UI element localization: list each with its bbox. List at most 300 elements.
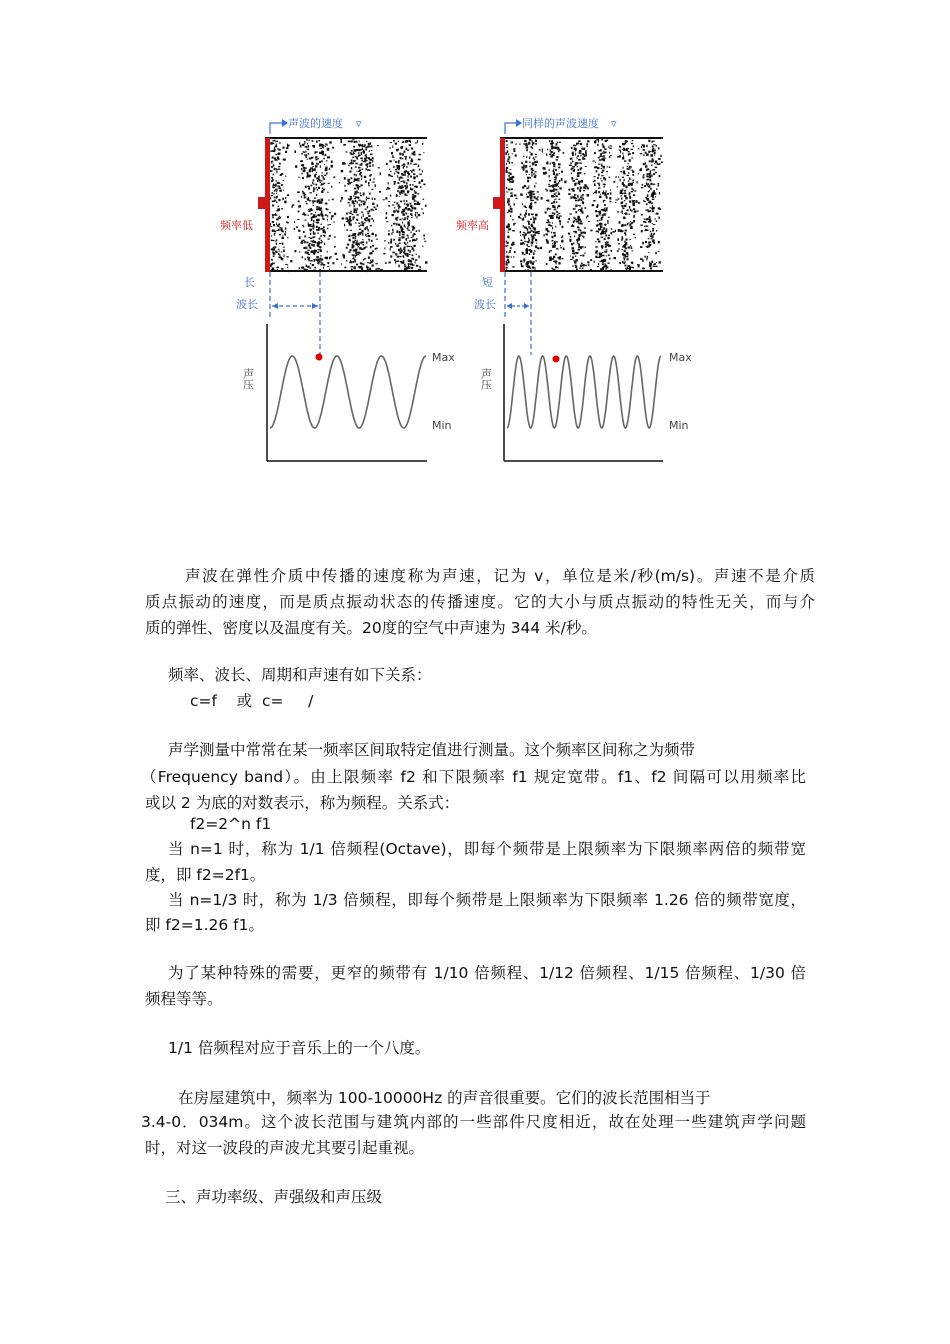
- noise-particle: [363, 200, 364, 202]
- noise-particle: [581, 195, 583, 196]
- noise-particle: [507, 259, 509, 261]
- noise-particle: [532, 193, 534, 195]
- noise-particle: [315, 212, 316, 213]
- noise-particle: [403, 186, 404, 188]
- noise-particle: [623, 171, 625, 174]
- noise-particle: [584, 184, 587, 186]
- noise-particle: [409, 220, 410, 221]
- noise-particle: [398, 265, 399, 268]
- noise-particle: [365, 154, 367, 156]
- noise-particle: [334, 176, 336, 178]
- noise-particle: [536, 243, 538, 244]
- noise-particle: [414, 200, 415, 202]
- noise-particle: [331, 215, 334, 217]
- noise-particle: [305, 220, 307, 221]
- noise-particle: [358, 200, 360, 201]
- noise-particle: [320, 165, 321, 168]
- noise-particle: [640, 168, 642, 169]
- noise-particle: [388, 188, 390, 190]
- noise-particle: [527, 241, 529, 243]
- noise-particle: [323, 158, 325, 160]
- noise-particle: [355, 254, 357, 256]
- noise-particle: [581, 197, 582, 199]
- noise-particle: [571, 243, 573, 245]
- noise-particle: [506, 171, 507, 173]
- noise-particle: [554, 179, 556, 180]
- noise-particle: [370, 154, 372, 156]
- noise-particle: [531, 196, 533, 197]
- noise-particle: [595, 140, 596, 143]
- noise-particle: [400, 201, 402, 203]
- noise-particle: [407, 179, 409, 181]
- noise-particle: [299, 267, 300, 269]
- noise-particle: [619, 150, 621, 151]
- noise-particle: [598, 140, 599, 143]
- noise-particle: [652, 207, 654, 209]
- noise-particle: [398, 160, 400, 161]
- noise-particle: [359, 186, 361, 187]
- noise-particle: [358, 253, 360, 255]
- noise-particle: [406, 200, 408, 202]
- noise-particle: [307, 250, 309, 251]
- noise-particle: [506, 140, 508, 142]
- noise-particle: [655, 266, 657, 267]
- noise-particle: [282, 237, 284, 239]
- noise-particle: [609, 177, 611, 178]
- noise-particle: [554, 147, 556, 149]
- noise-particle: [370, 159, 372, 161]
- noise-particle: [355, 237, 356, 239]
- noise-particle: [508, 189, 510, 191]
- noise-particle: [308, 210, 309, 212]
- noise-particle: [553, 152, 555, 154]
- noise-particle: [649, 200, 651, 202]
- noise-particle: [572, 253, 574, 254]
- noise-particle: [397, 206, 399, 207]
- noise-particle: [355, 240, 356, 241]
- noise-particle: [617, 186, 618, 188]
- noise-particle: [294, 221, 295, 223]
- noise-particle: [310, 267, 312, 269]
- noise-particle: [306, 247, 307, 250]
- noise-particle: [350, 152, 352, 154]
- noise-particle: [585, 265, 587, 267]
- noise-particle: [398, 243, 400, 244]
- noise-particle: [326, 170, 327, 172]
- noise-particle: [597, 266, 599, 267]
- noise-particle: [312, 264, 314, 266]
- noise-particle: [307, 172, 309, 174]
- noise-particle: [332, 262, 334, 264]
- noise-particle: [659, 261, 662, 263]
- noise-particle: [594, 184, 596, 187]
- noise-particle: [347, 219, 349, 221]
- noise-particle: [652, 223, 653, 224]
- noise-particle: [640, 246, 642, 248]
- noise-particle: [581, 180, 583, 182]
- noise-particle: [599, 185, 600, 187]
- noise-particle: [533, 231, 535, 233]
- noise-particle: [631, 248, 633, 250]
- paragraph-line: 即 f2=1.26 f1。: [145, 916, 264, 934]
- noise-particle: [615, 202, 616, 203]
- noise-particle: [353, 257, 354, 259]
- noise-particle: [329, 235, 331, 237]
- noise-particle: [355, 252, 357, 254]
- noise-particle: [522, 234, 524, 235]
- noise-particle: [416, 265, 418, 267]
- noise-particle: [388, 262, 390, 264]
- noise-particle: [646, 182, 648, 184]
- noise-particle: [624, 205, 626, 206]
- noise-particle: [369, 162, 371, 165]
- noise-particle: [306, 139, 308, 140]
- noise-particle: [407, 209, 410, 211]
- noise-particle: [400, 157, 402, 159]
- noise-particle: [414, 181, 416, 182]
- noise-particle: [532, 241, 534, 242]
- noise-particle: [367, 229, 368, 231]
- noise-particle: [653, 184, 655, 185]
- noise-particle: [649, 190, 650, 192]
- noise-particle: [553, 206, 556, 209]
- noise-particle: [634, 211, 637, 213]
- noise-particle: [617, 211, 619, 212]
- noise-particle: [649, 160, 651, 162]
- noise-particle: [368, 215, 371, 217]
- noise-particle: [279, 163, 281, 165]
- noise-particle: [400, 248, 402, 250]
- noise-particle: [373, 207, 375, 209]
- noise-particle: [634, 190, 636, 191]
- noise-particle: [652, 148, 654, 150]
- noise-particle: [411, 267, 414, 269]
- noise-particle: [305, 196, 306, 198]
- noise-particle: [627, 166, 628, 167]
- noise-particle: [577, 175, 580, 177]
- noise-particle: [358, 152, 359, 155]
- noise-particle: [322, 214, 324, 216]
- noise-particle: [375, 268, 377, 269]
- noise-particle: [395, 218, 397, 220]
- noise-particle: [508, 175, 510, 177]
- noise-particle: [274, 190, 276, 192]
- noise-particle: [327, 215, 328, 217]
- noise-particle: [312, 201, 314, 203]
- noise-particle: [654, 149, 655, 151]
- noise-particle: [412, 196, 415, 198]
- noise-particle: [271, 166, 273, 168]
- noise-particle: [599, 214, 601, 215]
- noise-particle: [634, 203, 635, 205]
- noise-particle: [359, 141, 360, 142]
- noise-particle: [650, 207, 652, 208]
- noise-particle: [361, 212, 363, 213]
- noise-particle: [358, 171, 360, 172]
- noise-particle: [572, 153, 574, 156]
- noise-particle: [390, 195, 391, 197]
- noise-particle: [370, 179, 372, 181]
- paragraph-line: 当 n=1/3 时，称为 1/3 倍频程，即每个频带是上限频率为下限频率 1.26 倍的频带宽度，: [168, 891, 806, 909]
- noise-particle: [601, 159, 604, 161]
- noise-particle: [356, 219, 358, 221]
- noise-particle: [542, 150, 543, 152]
- noise-particle: [279, 243, 281, 244]
- noise-particle: [402, 158, 404, 160]
- paragraph-line: 质的弹性、密度以及温度有关。20度的空气中声速为 344 米/秒。: [145, 619, 597, 637]
- left-speed-label: 声波的速度: [288, 117, 343, 130]
- noise-particle: [558, 262, 560, 265]
- noise-particle: [358, 223, 360, 224]
- noise-particle: [408, 250, 410, 251]
- noise-particle: [512, 153, 513, 154]
- noise-particle: [360, 225, 362, 226]
- noise-particle: [276, 223, 277, 226]
- noise-particle: [394, 181, 396, 183]
- noise-particle: [618, 198, 620, 199]
- noise-particle: [623, 261, 624, 263]
- noise-particle: [413, 176, 416, 178]
- noise-particle: [283, 247, 284, 249]
- paragraph-line: 当 n=1 时，称为 1/1 倍频程(Octave)，即每个频带是上限频率为下限频率两倍的频带宽: [168, 840, 806, 858]
- noise-particle: [365, 160, 368, 161]
- noise-particle: [658, 217, 660, 219]
- noise-particle: [341, 170, 344, 172]
- noise-particle: [402, 192, 403, 195]
- noise-particle: [327, 148, 330, 150]
- noise-particle: [621, 190, 623, 191]
- noise-particle: [297, 191, 300, 193]
- noise-particle: [358, 232, 361, 234]
- noise-particle: [615, 230, 616, 232]
- noise-particle: [631, 262, 633, 265]
- noise-particle: [624, 213, 627, 214]
- noise-particle: [421, 179, 423, 182]
- noise-particle: [594, 167, 596, 169]
- noise-particle: [652, 205, 653, 207]
- noise-particle: [331, 161, 333, 164]
- noise-particle: [573, 231, 575, 232]
- noise-particle: [346, 260, 348, 261]
- noise-particle: [270, 264, 272, 266]
- noise-particle: [352, 214, 354, 215]
- noise-particle: [287, 264, 288, 265]
- noise-particle: [599, 196, 601, 199]
- noise-particle: [371, 150, 372, 151]
- noise-particle: [544, 234, 545, 236]
- noise-particle: [340, 200, 341, 202]
- noise-particle: [573, 180, 576, 182]
- noise-particle: [422, 246, 423, 248]
- noise-particle: [609, 258, 611, 260]
- noise-particle: [601, 217, 603, 220]
- noise-particle: [409, 140, 411, 142]
- noise-particle: [652, 228, 654, 229]
- noise-particle: [287, 222, 289, 223]
- noise-particle: [361, 160, 363, 162]
- noise-particle: [398, 224, 400, 226]
- noise-particle: [366, 156, 367, 158]
- noise-particle: [393, 223, 396, 225]
- noise-particle: [606, 241, 608, 243]
- noise-particle: [403, 256, 405, 257]
- noise-particle: [408, 162, 409, 164]
- noise-particle: [308, 223, 309, 225]
- noise-particle: [408, 246, 410, 247]
- noise-particle: [393, 239, 395, 240]
- noise-particle: [327, 224, 329, 225]
- left-speed-bracket: [270, 123, 282, 134]
- noise-particle: [359, 229, 361, 230]
- noise-particle: [556, 156, 558, 158]
- left-pressure-label: 声压: [241, 368, 255, 390]
- noise-particle: [579, 189, 581, 191]
- noise-particle: [355, 163, 358, 165]
- noise-particle: [287, 237, 289, 238]
- noise-particle: [365, 227, 366, 230]
- noise-particle: [340, 139, 342, 141]
- noise-particle: [351, 150, 353, 152]
- noise-particle: [361, 154, 362, 156]
- noise-particle: [587, 188, 589, 190]
- noise-particle: [367, 233, 369, 234]
- noise-particle: [317, 189, 318, 191]
- noise-particle: [658, 207, 660, 209]
- noise-particle: [316, 229, 318, 231]
- noise-particle: [315, 156, 317, 158]
- noise-particle: [622, 249, 624, 250]
- noise-particle: [364, 258, 366, 259]
- noise-particle: [311, 213, 313, 215]
- noise-particle: [558, 182, 559, 184]
- noise-particle: [523, 165, 525, 168]
- noise-particle: [536, 247, 538, 249]
- noise-particle: [370, 246, 372, 248]
- noise-particle: [555, 245, 556, 247]
- noise-particle: [602, 143, 604, 145]
- noise-particle: [649, 244, 651, 246]
- noise-particle: [640, 225, 642, 226]
- noise-particle: [405, 226, 406, 227]
- noise-particle: [520, 260, 522, 262]
- noise-particle: [571, 177, 573, 180]
- noise-particle: [508, 203, 510, 206]
- paragraph-line: 质点振动的速度，而是质点振动状态的传播速度。它的大小与质点振动的特性无关，而与介: [145, 593, 815, 611]
- noise-particle: [568, 193, 570, 195]
- noise-particle: [312, 251, 314, 253]
- noise-particle: [527, 177, 529, 179]
- noise-particle: [581, 247, 582, 249]
- noise-particle: [392, 155, 393, 156]
- noise-particle: [279, 234, 281, 235]
- noise-particle: [649, 175, 651, 178]
- noise-particle: [369, 150, 370, 152]
- noise-particle: [395, 143, 397, 145]
- noise-particle: [651, 195, 653, 197]
- noise-particle: [641, 146, 642, 148]
- noise-particle: [407, 253, 409, 255]
- noise-particle: [369, 165, 371, 167]
- noise-particle: [390, 246, 393, 248]
- noise-particle: [556, 143, 558, 146]
- noise-particle: [626, 210, 628, 211]
- noise-particle: [370, 260, 371, 261]
- noise-particle: [311, 241, 313, 242]
- noise-particle: [532, 239, 534, 241]
- noise-particle: [350, 141, 353, 143]
- noise-particle: [414, 240, 416, 242]
- noise-particle: [301, 173, 302, 175]
- noise-particle: [617, 238, 619, 241]
- noise-particle: [273, 193, 275, 194]
- noise-particle: [652, 146, 654, 147]
- noise-particle: [620, 195, 622, 196]
- noise-particle: [608, 217, 610, 218]
- noise-particle: [649, 242, 651, 243]
- noise-particle: [605, 263, 606, 265]
- noise-particle: [358, 188, 359, 190]
- noise-particle: [558, 163, 561, 165]
- noise-particle: [571, 172, 572, 174]
- noise-particle: [411, 246, 413, 247]
- noise-particle: [535, 156, 536, 158]
- noise-particle: [419, 204, 420, 205]
- noise-particle: [623, 143, 625, 145]
- noise-particle: [316, 172, 317, 173]
- noise-particle: [632, 222, 634, 223]
- noise-particle: [367, 198, 370, 200]
- noise-particle: [602, 252, 603, 253]
- noise-particle: [597, 144, 598, 146]
- noise-particle: [412, 235, 413, 238]
- noise-particle: [539, 149, 541, 150]
- noise-particle: [298, 230, 299, 232]
- noise-particle: [555, 189, 558, 191]
- noise-particle: [621, 198, 623, 200]
- noise-particle: [609, 197, 611, 199]
- noise-particle: [629, 192, 631, 194]
- noise-particle: [307, 149, 309, 150]
- noise-particle: [324, 175, 326, 176]
- noise-particle: [415, 200, 416, 201]
- noise-particle: [581, 199, 583, 201]
- noise-particle: [604, 208, 605, 210]
- noise-particle: [631, 183, 633, 185]
- noise-particle: [356, 171, 357, 172]
- noise-particle: [661, 162, 663, 163]
- noise-particle: [583, 232, 585, 234]
- noise-particle: [640, 258, 642, 260]
- paragraph-line: （Frequency band）。由上限频率 f2 和下限频率 f1 规定宽带。f1、f2 间隔可以用频率比: [141, 768, 806, 786]
- noise-particle: [596, 170, 598, 172]
- noise-particle: [276, 239, 277, 241]
- noise-particle: [301, 168, 302, 170]
- noise-particle: [533, 196, 535, 198]
- noise-particle: [533, 216, 534, 218]
- noise-particle: [645, 197, 647, 199]
- noise-particle: [409, 254, 411, 255]
- noise-particle: [407, 191, 409, 194]
- noise-particle: [364, 222, 365, 223]
- noise-particle: [579, 205, 581, 206]
- noise-particle: [558, 186, 559, 188]
- noise-particle: [371, 218, 373, 220]
- noise-particle: [313, 236, 315, 237]
- noise-particle: [378, 167, 380, 168]
- noise-particle: [270, 226, 272, 227]
- noise-particle: [299, 205, 301, 207]
- noise-particle: [605, 242, 606, 243]
